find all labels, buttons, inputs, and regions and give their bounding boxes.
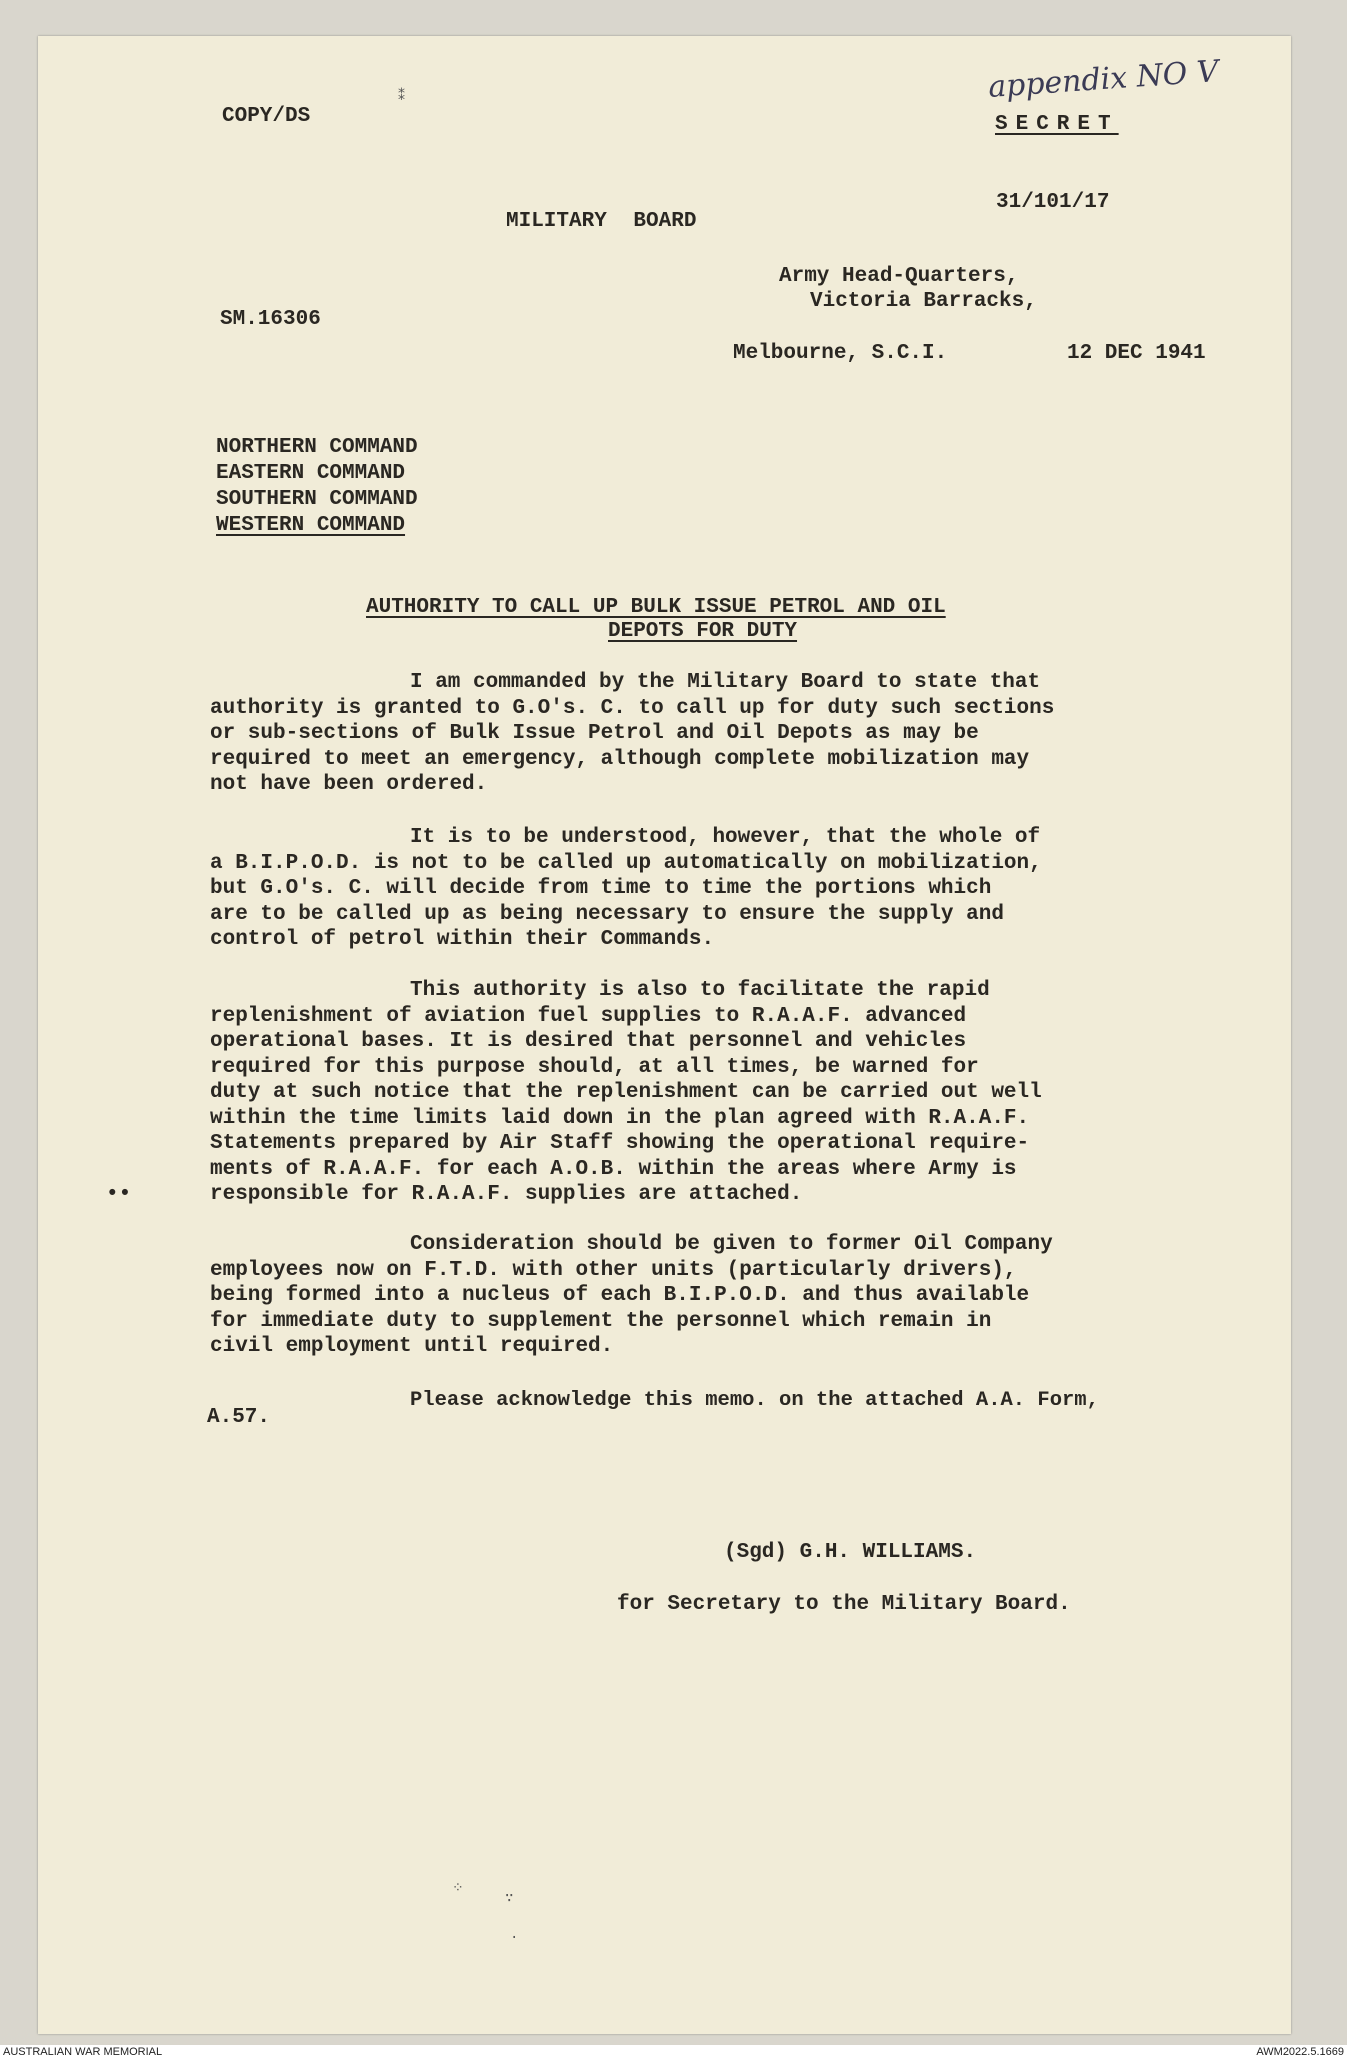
subject-line-2: DEPOTS FOR DUTY	[608, 620, 798, 643]
paragraph-line: required for this purpose should, at all times, be warned for	[210, 1055, 979, 1079]
issuing-board: MILITARY BOARD	[506, 210, 697, 233]
handwritten-annotation: appendix NO V	[987, 53, 1220, 106]
addressee-northern: NORTHERN COMMAND	[216, 436, 418, 459]
memo-date: 12 DEC 1941	[1067, 342, 1206, 365]
paragraph-line: duty at such notice that the replenishment can be carried out well	[210, 1081, 1042, 1104]
paragraph-line: but G.O's. C. will decide from time to time the portions which	[210, 877, 992, 900]
paper-speck: ⁑	[398, 89, 405, 105]
subject-line-1: AUTHORITY TO CALL UP BULK ISSUE PETROL AND OIL	[366, 596, 946, 619]
paragraph-line: within the time limits laid down in the plan agreed with R.A.A.F.	[210, 1106, 1030, 1130]
addressee-southern: SOUTHERN COMMAND	[216, 488, 418, 511]
paragraph-line: civil employment until required.	[210, 1335, 614, 1358]
paragraph-line: Statements prepared by Air Staff showing the operational require-	[210, 1132, 1030, 1155]
paragraph-line: I am commanded by the Military Board to state that	[410, 671, 1041, 694]
paragraph-line: or sub-sections of Bulk Issue Petrol and Oil Depots as may be	[210, 722, 979, 745]
paragraph-line: not have been ordered.	[210, 773, 488, 796]
signature-title: for Secretary to the Military Board.	[617, 1593, 1071, 1616]
address-line-2: Victoria Barracks,	[810, 290, 1037, 313]
addressee-western: WESTERN COMMAND	[216, 514, 406, 537]
paragraph-line: being formed into a nucleus of each B.I.P.O.D. and thus available	[210, 1284, 1030, 1307]
copy-mark: COPY/DS	[222, 105, 311, 128]
paragraph-line: control of petrol within their Commands.	[210, 928, 715, 951]
paragraph-line: required to meet an emergency, although complete mobilization may	[210, 747, 1030, 771]
paper-speck: ∵	[505, 1891, 514, 1907]
paragraph-1	[210, 670, 1054, 798]
paragraph-line: authority is granted to G.O's. C. to call up for duty such sections	[210, 696, 1055, 720]
margin-mark: ••	[106, 1183, 132, 1206]
paper-speck: ⁘	[452, 1881, 464, 1897]
paragraph-line: a B.I.P.O.D. is not to be called up automatically on mobilization,	[210, 851, 1042, 875]
classification-label: SECRET	[995, 113, 1119, 136]
file-reference: 31/101/17	[996, 191, 1110, 214]
paragraph-line: replenishment of aviation fuel supplies to R.A.A.F. advanced	[210, 1004, 967, 1028]
paragraph-line: It is to be understood, however, that the whole of	[410, 826, 1041, 849]
paragraph-line: employees now on F.T.D. with other units (particularly drivers),	[210, 1258, 1017, 1282]
paragraph-line: This authority is also to facilitate the rapid	[410, 979, 990, 1002]
paragraph-line: Consideration should be given to former Oil Company	[410, 1233, 1053, 1256]
paragraph-line: for immediate duty to supplement the personnel which remain in	[210, 1309, 992, 1333]
paragraph-line: are to be called up as being necessary to ensure the supply and	[210, 902, 1004, 926]
form-number: A.57.	[207, 1406, 271, 1429]
acknowledge-line: Please acknowledge this memo. on the attached A.A. Form,	[410, 1389, 1099, 1412]
footer-left: AUSTRALIAN WAR MEMORIAL	[3, 2046, 163, 2058]
paragraph-line: operational bases. It is desired that personnel and vehicles	[210, 1030, 967, 1053]
memo-number: SM.16306	[220, 308, 321, 331]
addressee-eastern: EASTERN COMMAND	[216, 462, 406, 485]
paragraph-2	[210, 825, 1042, 953]
signature-name: (Sgd) G.H. WILLIAMS.	[724, 1541, 977, 1564]
city-line: Melbourne, S.C.I.	[733, 342, 948, 365]
paper-speck: ·	[510, 1930, 519, 1946]
paragraph-4	[210, 1232, 1053, 1360]
address-line-1: Army Head-Quarters,	[779, 265, 1019, 288]
paragraph-line: responsible for R.A.A.F. supplies are attached.	[210, 1183, 803, 1206]
paragraph-line: ments of R.A.A.F. for each A.O.B. within the areas where Army is	[210, 1157, 1017, 1181]
footer-right: AWM2022.5.1669	[1256, 2046, 1344, 2058]
paragraph-3	[210, 978, 1042, 1208]
